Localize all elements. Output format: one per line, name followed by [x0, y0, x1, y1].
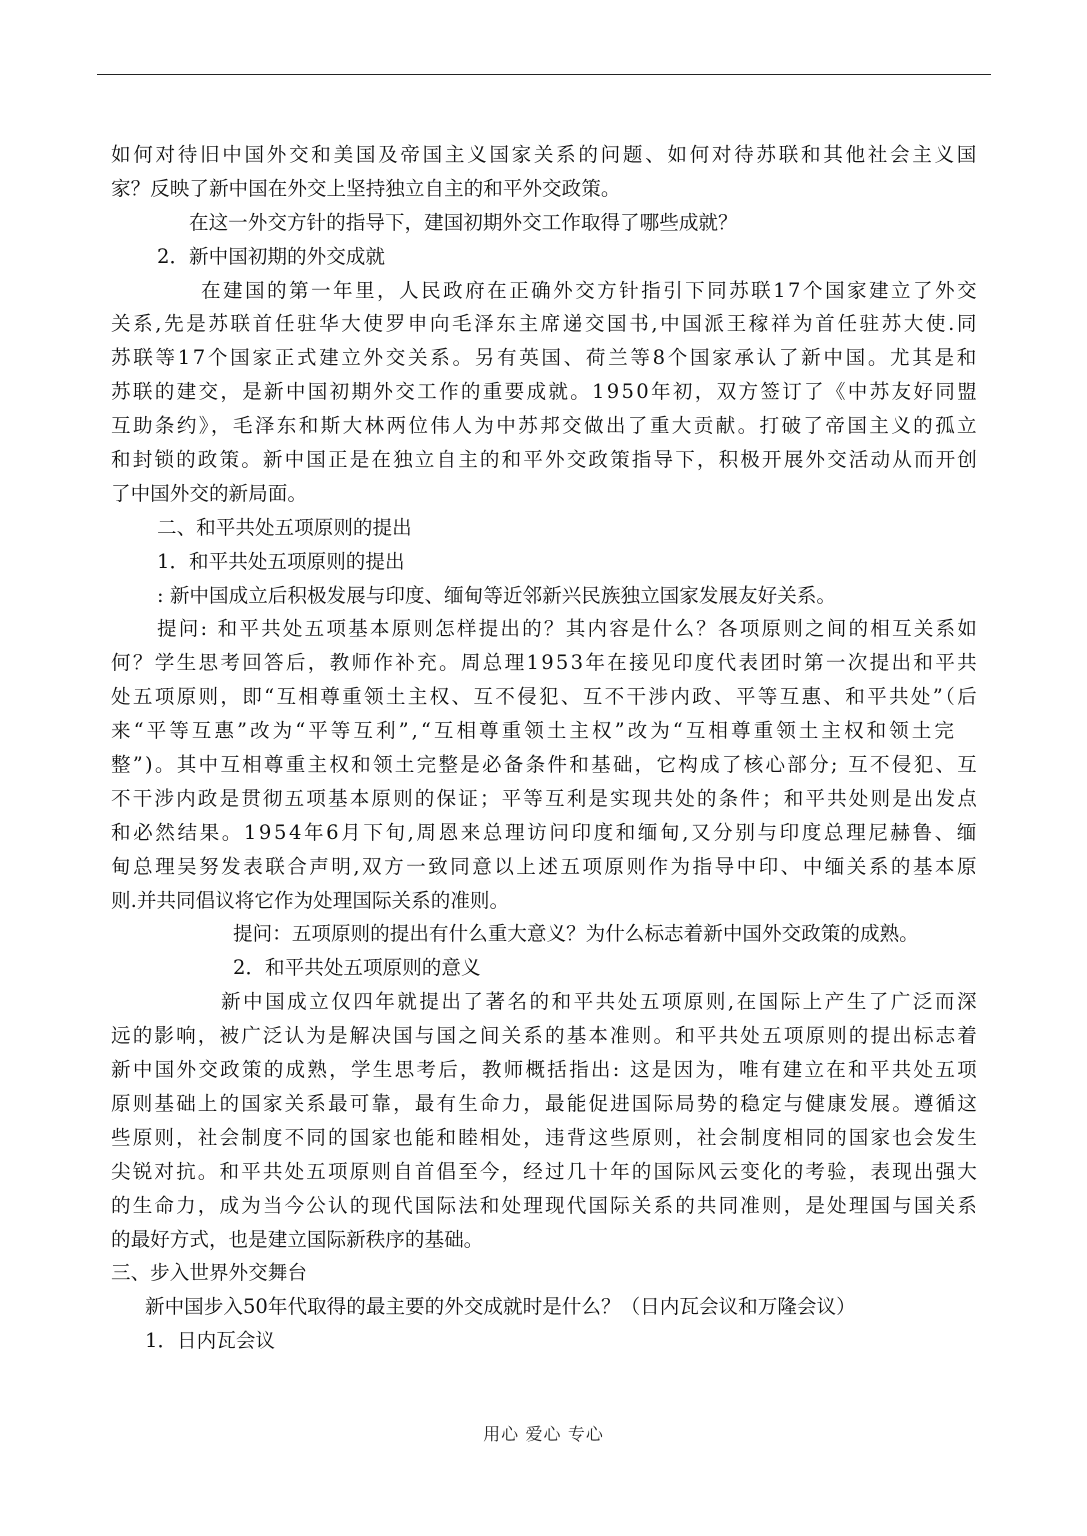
- text-line: 和必然结果。1954年6月下旬,周恩来总理访问印度和缅甸,又分别与印度总理尼赫鲁、缅: [111, 820, 979, 844]
- text-line: 苏联的建交，是新中国初期外交工作的重要成就。1950年初，双方签订了《中苏友好同盟: [111, 380, 979, 404]
- text-line: 些原则，社会制度不同的国家也能和睦相处，违背这些原则，社会制度相同的国家也会发生: [111, 1125, 979, 1149]
- text-line: 的最好方式，也是建立国际新秩序的基础。: [111, 1227, 484, 1251]
- text-line: 了中国外交的新局面。: [111, 481, 307, 505]
- text-line: 提问：五项原则的提出有什么重大意义？为什么标志着新中国外交政策的成熟。: [233, 922, 919, 946]
- text-line: 家？反映了新中国在外交上坚持独立自主的和平外交政策。: [111, 176, 621, 200]
- text-line: 1．日内瓦会议: [145, 1329, 276, 1353]
- text-line: 1．和平共处五项原则的提出: [157, 549, 405, 573]
- text-line: 如何对待旧中国外交和美国及帝国主义国家关系的问题、如何对待苏联和其他社会主义国: [111, 143, 979, 166]
- text-line: 新中国外交政策的成熟，学生思考后，教师概括指出: 这是因为，唯有建立在和平共处五项: [111, 1058, 979, 1082]
- text-line: 不干涉内政是贯彻五项基本原则的保证；平等互利是实现共处的条件；和平共处则是出发点: [111, 786, 979, 810]
- text-line: 2．新中国初期的外交成就: [157, 244, 385, 268]
- text-line: 原则基础上的国家关系最可靠，最有生命力，最能促进国际局势的稳定与健康发展。遵循这: [111, 1091, 979, 1115]
- text-line: : 新中国成立后积极发展与印度、缅甸等近邻新兴民族独立国家发展友好关系。: [157, 583, 837, 607]
- header-rule: [97, 74, 991, 75]
- text-line: 处五项原则，即“互相尊重领土主权、互不侵犯、互不干涉内政、平等互惠、和平共处”（后: [111, 685, 979, 709]
- text-line: 在建国的第一年里，人民政府在正确外交方针指引下同苏联17个国家建立了外交: [201, 278, 979, 302]
- text-line: 新中国成立仅四年就提出了著名的和平共处五项原则,在国际上产生了广泛而深: [221, 990, 979, 1014]
- text-line: 在这一外交方针的指导下，建国初期外交工作取得了哪些成就？: [189, 210, 738, 234]
- text-line: 整”)。其中互相尊重主权和领土完整是必备条件和基础，它构成了核心部分; 互不侵犯、互: [111, 753, 979, 777]
- page-footer: 用心 爱心 专心: [483, 1425, 604, 1445]
- text-line: 尖锐对抗。和平共处五项原则自首倡至今，经过几十年的国际风云变化的考验，表现出强大: [111, 1159, 979, 1183]
- text-line: 的生命力，成为当今公认的现代国际法和处理现代国际关系的共同准则，是处理国与国关系: [111, 1193, 979, 1217]
- text-line: 互助条约》，毛泽东和斯大林两位伟人为中苏邦交做出了重大贡献。打破了帝国主义的孤立: [111, 414, 979, 438]
- text-line: 和封锁的政策。新中国正是在独立自主的和平外交政策指导下，积极开展外交活动从而开创: [111, 448, 979, 472]
- text-line: 新中国步入50年代取得的最主要的外交成就时是什么？（日内瓦会议和万隆会议）: [145, 1295, 856, 1319]
- document-body: [111, 138, 979, 1358]
- text-line: 甸总理吴努发表联合声明,双方一致同意以上述五项原则作为指导中印、中缅关系的基本原: [111, 854, 979, 878]
- text-line: 何？学生思考回答后，教师作补充。周总理1953年在接见印度代表团时第一次提出和平共: [111, 651, 979, 675]
- text-line: 则.并共同倡议将它作为处理国际关系的准则。: [111, 888, 510, 912]
- text-line: 远的影响，被广泛认为是解决国与国之间关系的基本准则。和平共处五项原则的提出标志着: [111, 1024, 979, 1048]
- text-line: 2．和平共处五项原则的意义: [233, 956, 481, 980]
- text-line: 关系,先是苏联首任驻华大使罗申向毛泽东主席递交国书,中国派王稼祥为首任驻苏大使.同: [111, 312, 979, 336]
- text-line: 来“平等互惠”改为“平等互利”,“互相尊重领土主权”改为“互相尊重领土主权和领土完: [111, 719, 957, 743]
- text-line: 苏联等17个国家正式建立外交关系。另有英国、荷兰等8个国家承认了新中国。尤其是和: [111, 346, 979, 370]
- text-line: 三、步入世界外交舞台: [111, 1261, 307, 1285]
- text-line: 二、和平共处五项原则的提出: [157, 515, 412, 539]
- text-line: 提问: 和平共处五项基本原则怎样提出的？其内容是什么？各项原则之间的相互关系如: [157, 617, 979, 641]
